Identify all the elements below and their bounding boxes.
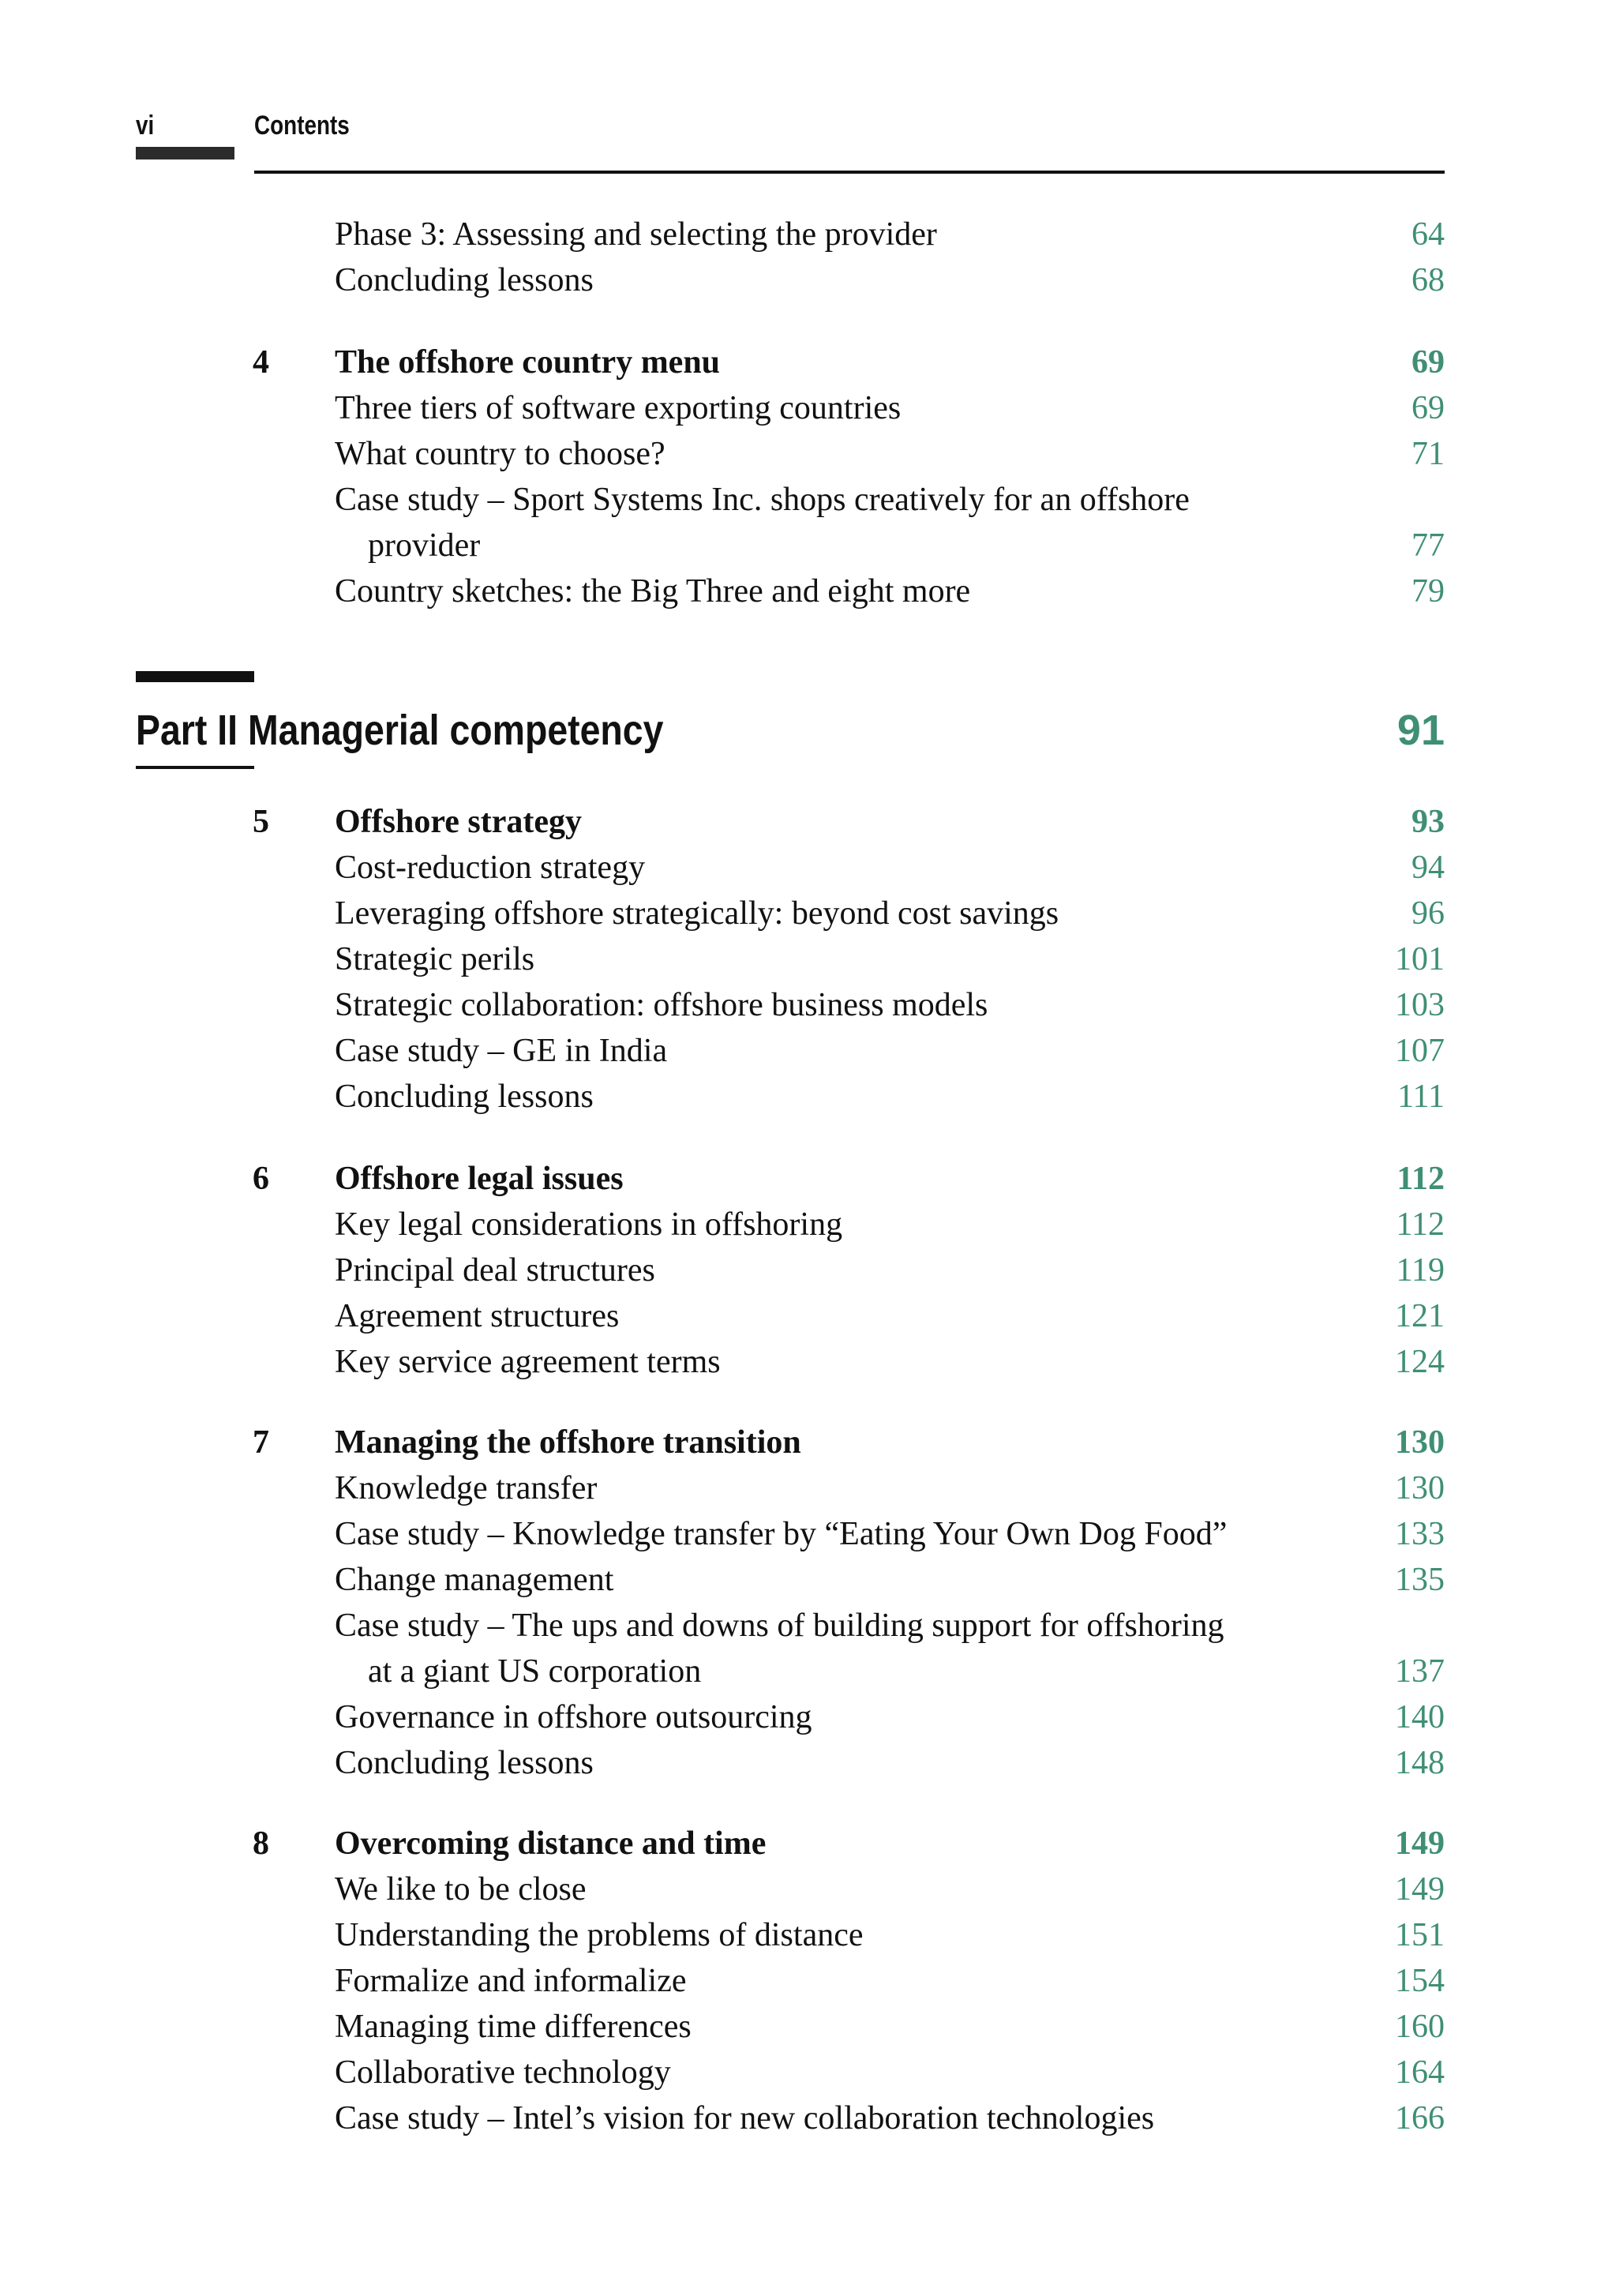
chapter-page: 130: [1395, 1424, 1445, 1461]
chapter-number: 7: [253, 1424, 269, 1461]
toc-entry-page: 103: [1395, 987, 1445, 1023]
toc-entry-title: at a giant US corporation: [368, 1653, 702, 1690]
toc-entry-title: Case study – Sport Systems Inc. shops creatively for an offshore: [335, 482, 1190, 518]
toc-entry-continuation[interactable]: [368, 1649, 1445, 1694]
toc-entry-page: 154: [1395, 1963, 1445, 1999]
toc-entry[interactable]: [335, 1694, 1445, 1740]
chapter-number: 5: [253, 804, 269, 840]
part-title[interactable]: Part II Managerial competency: [136, 707, 664, 754]
toc-entry[interactable]: [335, 1028, 1445, 1074]
toc-entry[interactable]: [335, 1465, 1445, 1511]
toc-entry-continuation[interactable]: [368, 523, 1445, 568]
toc-entry-title: What country to choose?: [335, 436, 665, 472]
toc-entry-page: 69: [1411, 390, 1445, 426]
toc-entry-title: Change management: [335, 1562, 614, 1598]
toc-entry-title: Strategic perils: [335, 941, 535, 977]
toc-entry-page: 140: [1395, 1699, 1445, 1735]
running-head: [136, 111, 1445, 174]
toc-entry-page: 64: [1411, 216, 1445, 253]
chapter-title: Offshore legal issues: [335, 1161, 624, 1197]
toc-entry-page: 94: [1411, 850, 1445, 886]
toc-entry-page: 149: [1395, 1871, 1445, 1908]
toc-entry-title: Concluding lessons: [335, 1745, 594, 1781]
toc-entry-page: 101: [1395, 941, 1445, 977]
running-head-title: Contents: [254, 111, 350, 141]
folio-bar: [136, 147, 234, 159]
chapter-heading[interactable]: [335, 340, 1445, 385]
toc-entry-page: 164: [1395, 2054, 1445, 2091]
toc-entry-title: Case study – Knowledge transfer by “Eating Your Own Dog Food”: [335, 1516, 1228, 1552]
toc-entry-page: 130: [1395, 1470, 1445, 1506]
toc-entry[interactable]: [335, 212, 1445, 257]
toc-entry-title: We like to be close: [335, 1871, 587, 1908]
chapter-page: 93: [1411, 804, 1445, 840]
part-bar: [136, 671, 254, 682]
toc-entry-title: Understanding the problems of distance: [335, 1917, 864, 1953]
toc-entry-title: Key legal considerations in offshoring: [335, 1206, 843, 1243]
toc-entry-title: Concluding lessons: [335, 1079, 594, 1115]
chapter-heading[interactable]: [335, 1156, 1445, 1202]
toc-entry-title: Principal deal structures: [335, 1252, 655, 1289]
toc-entry[interactable]: [335, 2050, 1445, 2095]
toc-entry-title: Concluding lessons: [335, 262, 594, 298]
chapter-title: Overcoming distance and time: [335, 1825, 767, 1862]
page-folio: vi: [136, 111, 155, 141]
part-rule: [136, 766, 254, 769]
toc-entry[interactable]: [335, 891, 1445, 936]
toc-entry-page: 119: [1396, 1252, 1445, 1289]
toc-entry-title: Key service agreement terms: [335, 1344, 721, 1380]
toc-entry[interactable]: [335, 1603, 1445, 1649]
toc-entry-page: 107: [1395, 1033, 1445, 1069]
toc-entry[interactable]: [335, 431, 1445, 477]
toc-entry[interactable]: [335, 1074, 1445, 1120]
toc-entry-title: Managing time differences: [335, 2009, 692, 2045]
toc-entry-title: provider: [368, 527, 481, 564]
toc-entry-title: Knowledge transfer: [335, 1470, 598, 1506]
chapter-heading[interactable]: [335, 1821, 1445, 1866]
toc-entry[interactable]: [335, 1202, 1445, 1247]
toc-entry-title: Phase 3: Assessing and selecting the provider: [335, 216, 937, 253]
toc-entry-page: 68: [1411, 262, 1445, 298]
toc-entry-page: 137: [1395, 1653, 1445, 1690]
toc-entry[interactable]: [335, 385, 1445, 431]
chapter-heading[interactable]: [335, 1420, 1445, 1465]
toc-entry-page: 111: [1397, 1079, 1445, 1115]
toc-entry[interactable]: [335, 2095, 1445, 2141]
toc-entry[interactable]: [335, 1293, 1445, 1339]
chapter-page: 112: [1396, 1161, 1445, 1197]
toc-entry[interactable]: [335, 1247, 1445, 1293]
chapter-title: Offshore strategy: [335, 804, 582, 840]
toc-entry[interactable]: [335, 1958, 1445, 2004]
toc-entry-page: 135: [1395, 1562, 1445, 1598]
toc-entry-page: 96: [1411, 895, 1445, 932]
toc-entry-title: Cost-reduction strategy: [335, 850, 646, 886]
toc-entry[interactable]: [335, 1912, 1445, 1958]
toc-entry[interactable]: [335, 1339, 1445, 1385]
toc-entry-page: 133: [1395, 1516, 1445, 1552]
toc-entry[interactable]: [335, 257, 1445, 303]
toc-entry-title: Case study – Intel’s vision for new collaboration technologies: [335, 2100, 1155, 2137]
part-page: 91: [1396, 707, 1445, 754]
toc-entry-page: 112: [1396, 1206, 1445, 1243]
toc-entry-title: Country sketches: the Big Three and eight more: [335, 573, 971, 610]
chapter-title: Managing the offshore transition: [335, 1424, 801, 1461]
toc-entry-page: 71: [1411, 436, 1445, 472]
toc-entry-title: Governance in offshore outsourcing: [335, 1699, 812, 1735]
toc-entry-title: Case study – GE in India: [335, 1033, 668, 1069]
toc-entry-title: Agreement structures: [335, 1298, 620, 1334]
toc-entry[interactable]: [335, 1866, 1445, 1912]
toc-entry[interactable]: [335, 1511, 1445, 1557]
toc-entry-page: 121: [1395, 1298, 1445, 1334]
chapter-heading[interactable]: [335, 799, 1445, 845]
toc-entry[interactable]: [335, 477, 1445, 523]
chapter-title: The offshore country menu: [335, 344, 721, 381]
toc-entry[interactable]: [335, 936, 1445, 982]
toc-entry[interactable]: [335, 2004, 1445, 2050]
toc-entry-title: Case study – The ups and downs of building support for offshoring: [335, 1608, 1224, 1644]
toc-entry[interactable]: [335, 982, 1445, 1028]
chapter-page: 69: [1411, 344, 1445, 381]
toc-entry-title: Leveraging offshore strategically: beyond cost savings: [335, 895, 1059, 932]
toc-entry-page: 148: [1395, 1745, 1445, 1781]
toc-entry[interactable]: [335, 1557, 1445, 1603]
toc-entry-page: 160: [1395, 2009, 1445, 2045]
running-head-rule: [254, 171, 1445, 174]
chapter-page: 149: [1395, 1825, 1445, 1862]
toc-entry-title: Formalize and informalize: [335, 1963, 687, 1999]
toc-entry[interactable]: [335, 568, 1445, 614]
toc-entry-title: Three tiers of software exporting countries: [335, 390, 902, 426]
toc-entry-page: 151: [1395, 1917, 1445, 1953]
toc-entry-page: 79: [1411, 573, 1445, 610]
toc-entry-title: Collaborative technology: [335, 2054, 671, 2091]
toc-entry-page: 124: [1395, 1344, 1445, 1380]
chapter-number: 8: [253, 1825, 269, 1862]
toc-entry[interactable]: [335, 845, 1445, 891]
chapter-number: 6: [253, 1161, 269, 1197]
toc-entry-page: 77: [1411, 527, 1445, 564]
toc-entry-page: 166: [1395, 2100, 1445, 2137]
toc-entry[interactable]: [335, 1740, 1445, 1786]
chapter-number: 4: [253, 344, 269, 381]
toc-entry-title: Strategic collaboration: offshore business models: [335, 987, 988, 1023]
